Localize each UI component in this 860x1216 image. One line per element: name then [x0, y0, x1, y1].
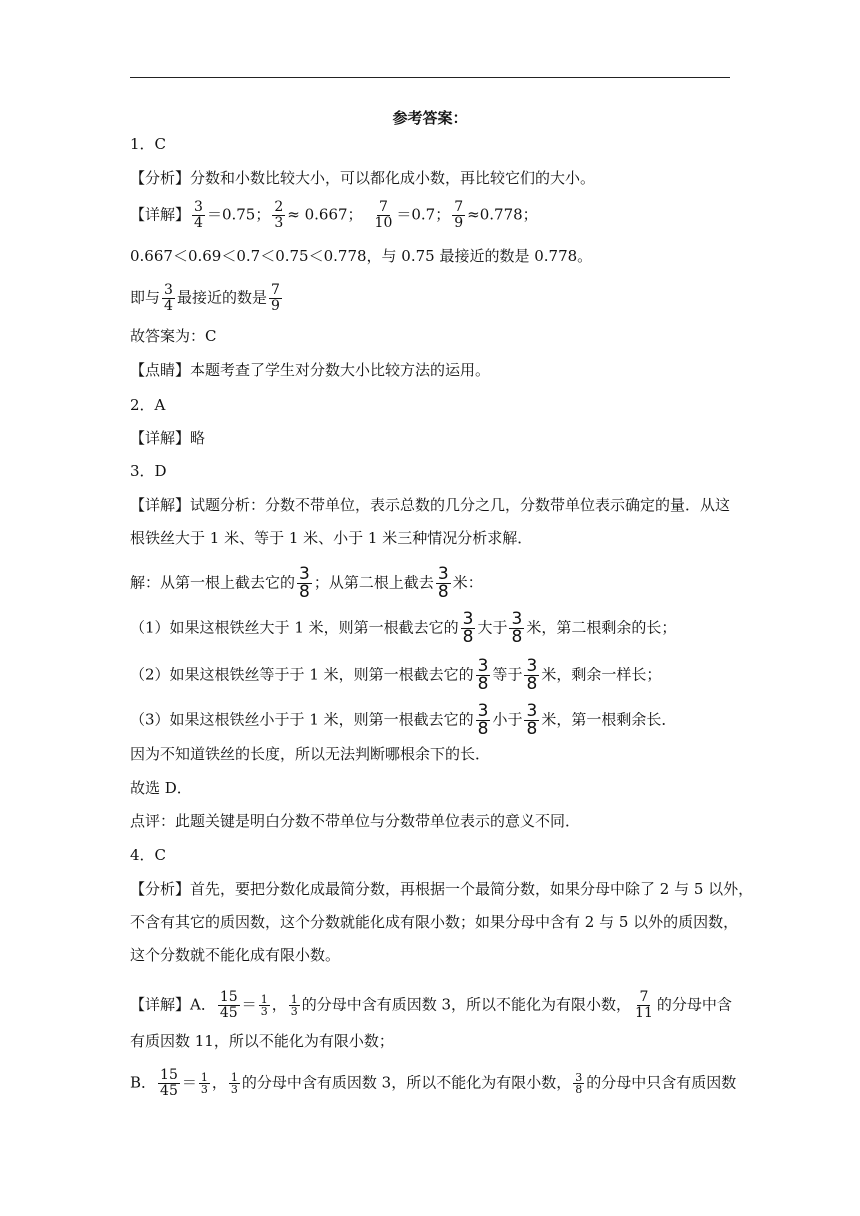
- option-a-tail: 的分母中含: [656, 995, 732, 1014]
- q3-choose: 故选 D．: [130, 779, 192, 797]
- value-text: ＝0.7；: [396, 205, 451, 224]
- case-mid: 大于: [477, 618, 508, 637]
- option-a-label: 【详解】A．: [130, 995, 216, 1014]
- q4-detail-a-2: 有质因数 11，所以不能化为有限小数；: [130, 1032, 394, 1050]
- fraction-15-45: $\frac{15}{45}$: [219, 989, 238, 1021]
- fraction-1-3: $\frac{1}{3}$: [290, 993, 298, 1018]
- value-text: ＝0.75；: [206, 205, 271, 224]
- q3-case-2: [130, 658, 740, 693]
- q4-analysis-1: 【分析】首先，要把分数化成最简分数，再根据一个最简分数，如果分母中除了 2 与 5 以外，: [130, 880, 754, 898]
- q1-closest: [130, 283, 740, 314]
- fraction-7-9: $\frac{7}{9}$: [454, 199, 464, 231]
- fraction-3-8: $\frac{3}{8}$: [477, 656, 489, 694]
- q1-answer: 故答案为：C: [130, 327, 217, 345]
- fraction-3-8: $\frac{3}{8}$: [462, 609, 474, 647]
- case-post: 米，第一根剩余长．: [541, 710, 677, 729]
- header-rule: [130, 77, 730, 78]
- fraction-3-8: $\frac{3}{8}$: [299, 564, 310, 602]
- q1-comment: 【点睛】本题考查了学生对分数大小比较方法的运用。: [130, 361, 491, 379]
- q4-number: 4．C: [130, 846, 167, 864]
- q1-compare: 0.667＜0.69＜0.7＜0.75＜0.778，与 0.75 最接近的数是 0.778。: [130, 247, 593, 265]
- q4-detail-a: [130, 990, 740, 1021]
- q3-review: 点评：此题关键是明白分数不带单位与分数带单位表示的意义不同．: [130, 812, 581, 830]
- case-pre: （3）如果这根铁丝小于于 1 米，则第一根截去它的: [130, 710, 474, 729]
- fraction-3-8: $\frac{3}{8}$: [526, 701, 538, 739]
- solution-mid: ；从第二根上截去: [313, 573, 434, 592]
- fraction-7-10: $\frac{7}{10}$: [374, 199, 393, 231]
- q4-analysis-3: 这个分数就不能化成有限小数。: [130, 946, 341, 964]
- fraction-3-8: $\frac{3}{8}$: [575, 1071, 583, 1096]
- option-a-text: 的分母中含有质因数 3，所以不能化为有限小数，: [301, 995, 632, 1014]
- solution-pre: 解：从第一根上截去它的: [130, 573, 296, 592]
- fraction-3-8: $\frac{3}{8}$: [437, 564, 449, 602]
- value-text: ≈ 0.667；: [287, 205, 363, 224]
- q3-case-1: [130, 611, 740, 646]
- case-pre: （2）如果这根铁丝等于于 1 米，则第一根截去它的: [130, 665, 474, 684]
- case-mid: 小于: [492, 710, 523, 729]
- fraction-3-8: $\frac{3}{8}$: [477, 701, 489, 739]
- fraction-3-4: $\frac{3}{4}$: [194, 199, 203, 231]
- option-b-text: 的分母中含有质因数 3，所以不能化为有限小数，: [241, 1073, 572, 1092]
- fraction-2-3: $\frac{2}{3}$: [274, 199, 284, 231]
- q3-number: 3．D: [130, 462, 167, 480]
- equals-sign: ＝: [241, 995, 257, 1014]
- q1-detail: [130, 200, 740, 231]
- detail-label: 【详解】: [130, 205, 191, 224]
- fraction-3-8: $\frac{3}{8}$: [511, 609, 523, 647]
- q2-number: 2．A: [130, 396, 166, 414]
- equals-sign: ＝: [181, 1073, 197, 1092]
- option-b-label: B．: [130, 1073, 157, 1092]
- fraction-1-3: $\frac{1}{3}$: [200, 1071, 208, 1096]
- fraction-3-4: $\frac{3}{4}$: [164, 282, 173, 314]
- fraction-1-3: $\frac{1}{3}$: [260, 993, 268, 1018]
- q1-number: 1．C: [130, 135, 167, 153]
- value-text: ≈0.778；: [467, 205, 538, 224]
- page-title: 参考答案：: [392, 109, 468, 127]
- fraction-7-11: $\frac{7}{11}$: [635, 989, 653, 1021]
- closest-pre: 即与: [130, 288, 161, 307]
- q2-detail: 【详解】略: [130, 429, 206, 447]
- case-pre: （1）如果这根铁丝大于 1 米，则第一根截去它的: [130, 618, 459, 637]
- q3-solution: [130, 566, 740, 601]
- q3-because: 因为不知道铁丝的长度，所以无法判断哪根余下的长．: [130, 745, 491, 763]
- solution-post: 米：: [452, 573, 483, 592]
- fraction-15-45: $\frac{15}{45}$: [160, 1067, 178, 1099]
- case-post: 米，剩余一样长；: [541, 665, 662, 684]
- q4-detail-b: [130, 1068, 740, 1099]
- fraction-3-8: $\frac{3}{8}$: [526, 656, 538, 694]
- option-b-tail: 的分母中只含有质因数: [586, 1073, 737, 1092]
- case-post: 米，第二根剩余的长；: [526, 618, 677, 637]
- case-mid: 等于: [492, 665, 523, 684]
- closest-mid: 最接近的数是: [176, 288, 267, 307]
- comma: ，: [211, 1073, 227, 1092]
- q1-analysis: 【分析】分数和小数比较大小，可以都化成小数，再比较它们的大小。: [130, 169, 596, 187]
- fraction-1-3: $\frac{1}{3}$: [230, 1071, 238, 1096]
- q3-detail-2: 根铁丝大于 1 米、等于 1 米、小于 1 米三种情况分析求解．: [130, 529, 533, 547]
- fraction-7-9: $\frac{7}{9}$: [270, 282, 280, 314]
- q4-analysis-2: 不含有其它的质因数，这个分数就能化成有限小数；如果分母中含有 2 与 5 以外的质因数，: [130, 913, 739, 931]
- q3-case-3: [130, 703, 740, 738]
- q3-detail-1: 【详解】试题分析：分数不带单位，表示总数的几分之几，分数带单位表示确定的量．从这: [130, 496, 731, 514]
- comma: ，: [271, 995, 287, 1014]
